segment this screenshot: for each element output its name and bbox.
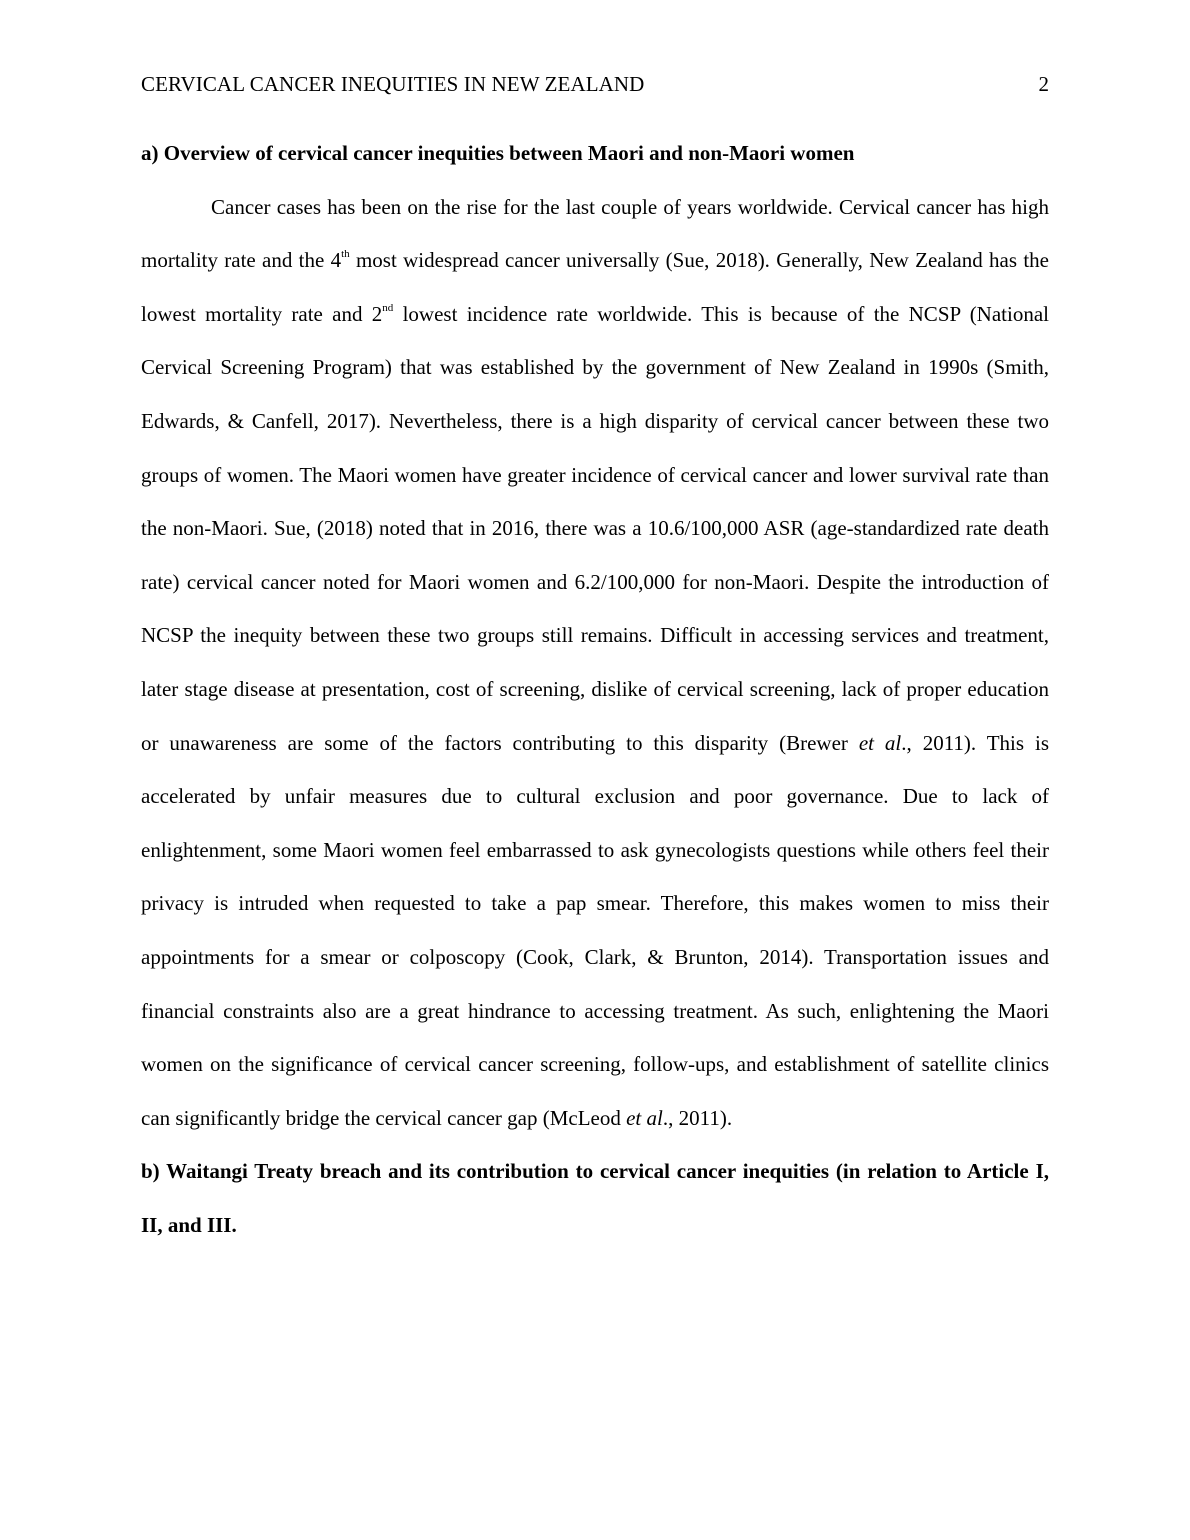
superscript-nd: nd bbox=[382, 301, 394, 314]
paragraph-text-1: Cancer cases has been on the rise for the last couple of years worldwide. Cervical cancer has high mortality rate and the 4 bbox=[141, 194, 1049, 273]
section-a-heading: a) Overview of cervical cancer inequities between Maori and non-Maori women bbox=[141, 141, 855, 165]
et-al-italic-1: et al bbox=[858, 730, 902, 755]
section-b-heading: b) Waitangi Treaty breach and its contribution to cervical cancer inequities (in relation to Article I, II, and III. bbox=[141, 1159, 1049, 1237]
et-al-italic-2: et al bbox=[626, 1105, 663, 1130]
section-a-paragraph bbox=[141, 181, 1049, 1146]
paragraph-text-2: most widespread cancer universally (Sue, 2018). Generally, New Zealand has the lowest mortality rate and 2 bbox=[141, 248, 1049, 326]
body-text bbox=[141, 127, 1049, 1252]
page-number: 2 bbox=[1038, 72, 1049, 96]
paragraph-text-5: ., 2011). bbox=[662, 1105, 733, 1130]
superscript-th: th bbox=[341, 248, 350, 261]
paragraph-text-4: ., 2011). This is accelerated by unfair measures due to cultural exclusion and poor governance. Due to lack of enlightenment, some Maori women feel embarrassed to ask gynecologists questions while others feel their privacy is intruded when requested to take a pap smear. Therefore, this makes women to miss their appointments for a smear or colposcopy (Cook, Clark, & Brunton, 2014). Transportation issues and financial constraints also are a great hindrance to accessing treatment. As such, enlightening the Maori women on the significance of cervical cancer screening, follow-ups, and establishment of satellite clinics can significantly bridge the cervical cancer gap (McLeod bbox=[141, 730, 1049, 1130]
running-head: CERVICAL CANCER INEQUITIES IN NEW ZEALAND bbox=[141, 72, 645, 96]
paragraph-text-3: lowest incidence rate worldwide. This is because of the NCSP (National Cervical Screening Program) that was established by the government of New Zealand in 1990s (Smith, Edwards, & Canfell, 2017). Nevertheless, there is a high disparity of cervical cancer between these two groups of women. The Maori women have greater incidence of cervical cancer and lower survival rate than the non-Maori. Sue, (2018) noted that in 2016, there was a 10.6/100,000 ASR (age-standardized rate death rate) cervical cancer noted for Maori women and 6.2/100,000 for non-Maori. Despite the introduction of NCSP the inequity between these two groups still remains. Difficult in accessing services and treatment, later stage disease at presentation, cost of screening, dislike of cervical screening, lack of proper education or unawareness are some of the factors contributing to this disparity (Brewer bbox=[141, 301, 1049, 755]
